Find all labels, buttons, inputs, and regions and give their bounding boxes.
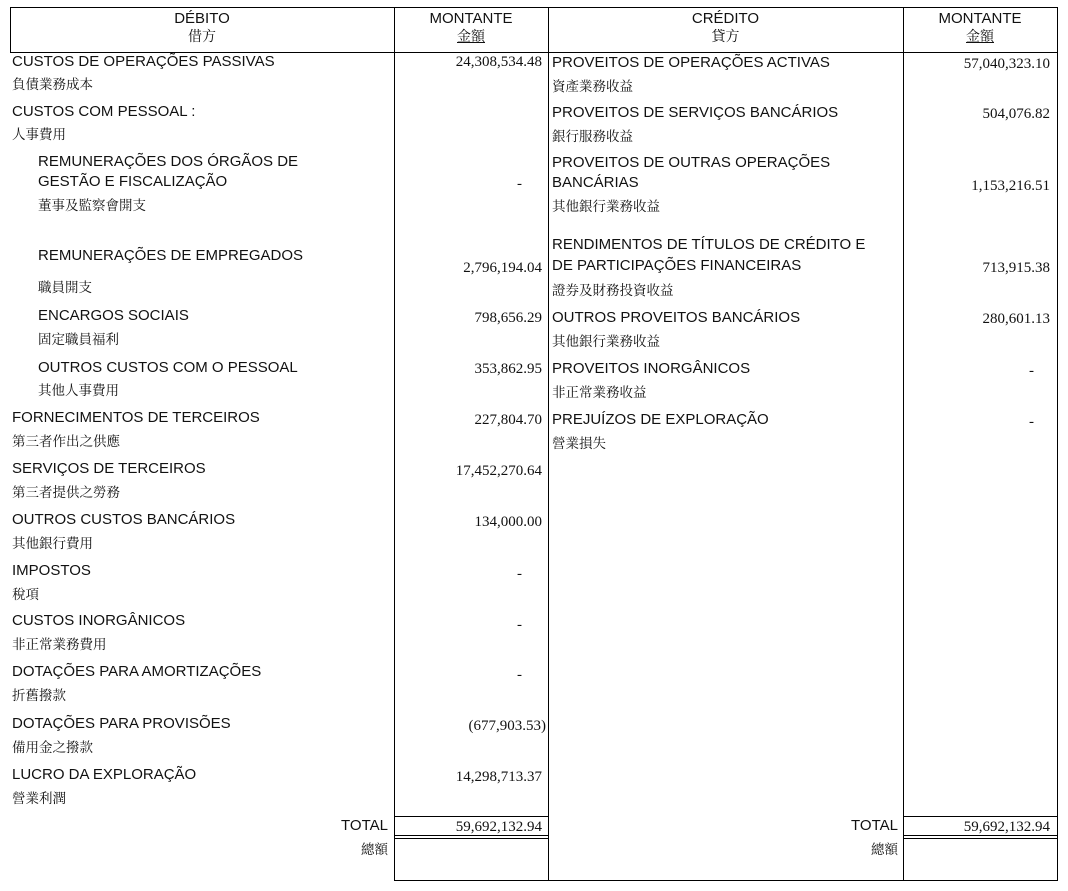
debit-total-amount: 59,692,132.94 [455,819,542,835]
debit-row-amount: 798,656.29 [474,310,542,326]
debit-row-label-zh: 第三者作出之供應 [12,434,120,450]
debit-row-label-zh: 非正常業務費用 [12,637,107,653]
header-debit [10,10,394,46]
credit-row-label-zh: 證券及財務投資收益 [552,283,674,299]
debit-row-label-zh: 人事費用 [12,127,66,143]
debit-total-double-rule-1 [394,835,548,836]
debit-row-label: DOTAÇÕES PARA PROVISÕES [12,715,231,732]
debit-row-amount: 134,000.00 [474,514,542,530]
header-credit-label-zh: 貸方 [711,29,740,45]
debit-total-label: TOTAL [341,817,388,834]
credit-total-label: TOTAL [851,817,898,834]
debit-row-amount: 227,804.70 [474,412,542,428]
debit-row-label-zh: 第三者提供之勞務 [12,485,120,501]
credit-total-amount: 59,692,132.94 [963,819,1050,835]
table-top-border [10,7,1058,8]
credit-row-label-zh: 非正常業務收益 [552,385,647,401]
header-amount2-label: MONTANTE [938,10,1022,27]
debit-total-label-zh: 總額 [361,842,388,858]
credit-row-label: PROVEITOS DE OUTRAS OPERAÇÕES [552,154,831,171]
debit-row-label-zh: 備用金之撥款 [12,740,93,756]
credit-row-label-zh: 其他銀行業務收益 [552,199,660,215]
debit-row-amount: - [517,617,522,633]
debit-row-label: LUCRO DA EXPLORAÇÃO [12,766,197,783]
credit-row-label: PROVEITOS DE SERVIÇOS BANCÁRIOS [552,104,839,121]
col-divider-2 [394,7,395,880]
debit-row-label-zh: 稅項 [12,587,39,603]
credit-row-label: RENDIMENTOS DE TÍTULOS DE CRÉDITO E [552,236,866,253]
header-credit-label: CRÉDITO [691,10,760,27]
credit-total-double-rule-1 [903,835,1057,836]
debit-row-amount: - [517,176,522,192]
debit-row-label-zh: 營業利潤 [12,791,66,807]
debit-row-amount: 353,862.95 [474,361,542,377]
credit-row-label: PROVEITOS DE OPERAÇÕES ACTIVAS [552,54,830,71]
header-amount-label-zh: 金額 [457,29,485,45]
header-amount2-label-zh: 金額 [966,29,994,45]
debit-row-label-zh: 負債業務成本 [12,77,93,93]
debit-row-label: CUSTOS COM PESSOAL : [12,103,196,120]
debit-row-amount: 17,452,270.64 [455,463,542,479]
header-amount-credit [903,10,1057,46]
header-debit-label: DÉBITO [174,10,230,27]
credit-row-amount: - [1029,414,1034,430]
table-bottom-border-left [394,880,549,881]
credit-row-amount: 1,153,216.51 [971,178,1050,194]
debit-row-label: CUSTOS DE OPERAÇÕES PASSIVAS [12,53,275,70]
header-amount-debit [394,10,548,46]
debit-row-label: IMPOSTOS [12,562,91,579]
debit-row-label: DOTAÇÕES PARA AMORTIZAÇÕES [12,663,262,680]
debit-row-label-line2: GESTÃO E FISCALIZAÇÃO [38,173,228,190]
debit-row-label: REMUNERAÇÕES DE EMPREGADOS [38,247,304,264]
credit-row-label: PREJUÍZOS DE EXPLORAÇÃO [552,411,769,428]
credit-row-label-line2: DE PARTICIPAÇÕES FINANCEIRAS [552,257,802,274]
credit-row-label-zh: 銀行服務收益 [552,129,633,145]
debit-total-double-rule-2 [394,838,548,839]
credit-row-label-zh: 其他銀行業務收益 [552,334,660,350]
debit-row-label: OUTROS CUSTOS COM O PESSOAL [38,359,298,376]
header-debit-label-zh: 借方 [188,29,216,45]
header-amount-label: MONTANTE [429,10,513,27]
col-divider-4 [903,7,904,880]
header-credit [548,10,903,46]
debit-row-amount: (677,903.53) [468,718,546,734]
debit-row-label-zh: 固定職員福利 [38,332,119,348]
credit-total-label-zh: 總額 [871,842,898,858]
debit-row-label-zh: 董事及監察會開支 [38,198,146,214]
debit-row-amount: 2,796,194.04 [463,260,542,276]
credit-row-label-line2: BANCÁRIAS [552,174,639,191]
credit-row-label: PROVEITOS INORGÂNICOS [552,360,751,377]
credit-row-label-zh: 營業損失 [552,436,606,452]
debit-row-label: REMUNERAÇÕES DOS ÓRGÃOS DE [38,153,299,170]
debit-row-amount: - [517,667,522,683]
credit-row-label: OUTROS PROVEITOS BANCÁRIOS [552,309,801,326]
credit-total-double-rule-2 [903,838,1057,839]
debit-row-label-zh: 職員開支 [38,280,92,296]
debit-row-amount: 24,308,534.48 [455,54,542,70]
debit-row-amount: 14,298,713.37 [455,769,542,785]
col-divider-3 [548,7,549,880]
credit-row-label-zh: 資產業務收益 [552,79,633,95]
debit-row-label: ENCARGOS SOCIAIS [38,307,189,324]
debit-row-label: FORNECIMENTOS DE TERCEIROS [12,409,260,426]
credit-row-amount: 504,076.82 [982,106,1050,122]
debit-row-label: OUTROS CUSTOS BANCÁRIOS [12,511,236,528]
debit-row-label-zh: 折舊撥款 [12,688,66,704]
credit-row-amount: - [1029,363,1034,379]
credit-row-amount: 280,601.13 [982,311,1050,327]
col-divider-5 [1057,7,1058,880]
credit-row-amount: 57,040,323.10 [963,56,1050,72]
debit-row-label: SERVIÇOS DE TERCEIROS [12,460,206,477]
debit-row-label-zh: 其他人事費用 [38,383,119,399]
credit-row-amount: 713,915.38 [982,260,1050,276]
debit-row-amount: - [517,566,522,582]
debit-row-label-zh: 其他銀行費用 [12,536,93,552]
debit-row-label: CUSTOS INORGÂNICOS [12,612,186,629]
